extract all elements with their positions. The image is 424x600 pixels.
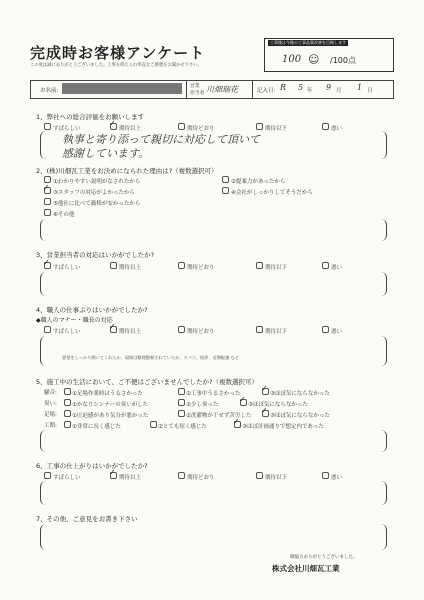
q4-opt-4[interactable]: 期待以下 <box>256 326 287 335</box>
q1-opt-3[interactable]: 期待どおり <box>178 123 215 132</box>
q1-check-mark: ✓ <box>109 119 116 128</box>
q2-check-mark: ✓ <box>43 183 50 192</box>
q5-scaffold-opt-1[interactable]: ①圧迫感があり気分が悪かった <box>64 410 148 419</box>
q4-hint: 要望をしっかり聞いてくれたか、現場は整理整頓されていたか、タバコ、挨拶、近隣配慮 など <box>62 355 240 360</box>
q6-opt-1[interactable]: すばらしい <box>44 472 81 481</box>
q1-opt-2[interactable]: 期待以上 <box>110 123 141 132</box>
q5-scaffold-opt-2[interactable]: ②洗濯物が干せず苦労した <box>178 410 251 419</box>
q5-row-label: 騒音: <box>44 390 57 396</box>
q3-opt-1[interactable]: すばらしい <box>44 262 81 271</box>
q2-opt-3[interactable]: ③スタッフの対応がよかったから <box>44 187 135 196</box>
name-label: お名前: <box>40 88 59 94</box>
score-value: 100 <box>282 54 302 65</box>
q6-opt-4[interactable]: 期待以下 <box>256 472 287 481</box>
q3-comment-box[interactable] <box>40 272 387 296</box>
q5-comment-box[interactable] <box>40 430 387 452</box>
q5-period-opt-1[interactable]: ①非常に長く感じた <box>64 421 121 430</box>
q5-smell-opt-3[interactable]: ③ほぼ気にならなかった <box>240 399 308 408</box>
q1-comment-line2: 感謝しています。 <box>62 147 150 160</box>
q5-question: 5、施工中の生活において、ご不便はございませんでしたか?（複数選択可） <box>36 378 258 386</box>
q2-opt-4[interactable]: ④会社がしっかりしてそうだから <box>222 187 313 196</box>
q2-opt-2[interactable]: ②提案力があったから <box>222 176 285 185</box>
date-month: 9 <box>326 83 332 92</box>
staff-label-1: 営業 <box>190 84 200 89</box>
q4-comment-box[interactable] <box>40 336 387 366</box>
q1-opt-5[interactable]: 悪い <box>322 123 342 132</box>
q3-opt-5[interactable]: 悪い <box>322 262 342 271</box>
q3-question: 3、営業担当者の対応はいかがでしたか? <box>36 251 155 259</box>
name-redacted <box>62 83 182 94</box>
q5-smell-opt-1[interactable]: ①かなりシンナーの臭いがした <box>64 399 148 408</box>
survey-intro: この度は誠にありがとうございました。工事を終えられ率直なご感想をお聞かせ下さい。 <box>30 63 202 68</box>
divider <box>252 80 253 99</box>
date-year-unit: 年 <box>307 88 313 94</box>
q5-period-opt-2[interactable]: ②とても短く感じた <box>150 421 207 430</box>
q2-other-box[interactable] <box>40 219 387 241</box>
q6-question: 6、工事の仕上がりはいかがでしたか? <box>36 462 148 470</box>
date-month-unit: 月 <box>336 88 342 94</box>
footer-thanks: 御協力ありがとうございました。 <box>290 555 358 560</box>
q5-period-check-mark: ✓ <box>233 417 240 426</box>
q5-smell-opt-2[interactable]: ②少し臭った <box>178 399 218 408</box>
survey-title: 完成時お客様アンケート <box>30 44 206 62</box>
q5-scaffold-check-mark: ✓ <box>261 406 268 415</box>
q2-opt-1[interactable]: ①わかりやすい説明がなされたから <box>44 176 140 185</box>
q4-opt-1[interactable]: すばらしい <box>44 326 81 335</box>
q5-row-label: 足場: <box>44 412 57 418</box>
q6-opt-2[interactable]: 期待以上 <box>110 472 141 481</box>
q4-opt-5[interactable]: 悪い <box>322 326 342 335</box>
q1-opt-1[interactable]: すばらしい <box>44 123 81 132</box>
q5-noise-opt-1[interactable]: ①足場作業時はうるさかった <box>64 388 143 397</box>
q4-question: 4、職人の仕事ぶりはいかがでしたか? <box>36 306 148 314</box>
q3-opt-3[interactable]: 期待どおり <box>178 262 215 271</box>
q6-opt-3[interactable]: 期待どおり <box>178 472 215 481</box>
q4-opt-2[interactable]: 期待以上 <box>110 326 141 335</box>
date-day-unit: 日 <box>367 88 373 94</box>
q5-period-opt-3[interactable]: ③ほぼ計画通りで想定内であった <box>234 421 324 430</box>
q7-question: 7、その他、ご意見をお書き下さい <box>36 515 138 523</box>
q2-opt-6[interactable]: ⑥その他 <box>44 209 74 218</box>
q5-noise-check-mark: ✓ <box>261 384 268 393</box>
q2-question: 2、(株)川畑瓦工業をお決めになられた理由は?（複数選択可） <box>36 167 218 175</box>
q5-noise-opt-2[interactable]: ②工事中うるさかった <box>178 388 240 397</box>
date-label: 記入日: <box>257 88 276 94</box>
q4-check-mark: ✓ <box>109 322 116 331</box>
q4-opt-3[interactable]: 期待どおり <box>178 326 215 335</box>
q6-comment-box[interactable] <box>40 481 387 505</box>
q7-comment-box[interactable] <box>40 524 387 550</box>
q4-sub-question: ◆職人のマナー・職長の対応 <box>36 317 113 324</box>
q2-opt-5[interactable]: ⑤他社に比べて価格が安かったから <box>44 198 140 207</box>
q5-scaffold-opt-3[interactable]: ③ほぼ気にならなかった <box>262 410 330 419</box>
date-era: R <box>280 83 287 92</box>
q3-opt-4[interactable]: 期待以下 <box>256 262 287 271</box>
q1-opt-4[interactable]: 期待以下 <box>256 123 287 132</box>
date-year: 5 <box>298 83 304 92</box>
q1-comment-line1: 執事と寄り添って親切に対応して頂いて <box>62 133 260 146</box>
smiley-icon: ☺ <box>308 53 320 66</box>
q6-check-mark: ✓ <box>109 468 116 477</box>
divider <box>186 80 187 99</box>
score-header: 工事後は今後の工事品質改善を目指します <box>270 40 346 45</box>
q5-row-label: 臭い: <box>44 401 57 407</box>
q3-opt-2[interactable]: 期待以上 <box>110 262 141 271</box>
q1-question: 1、弊社への総合評価をお願いします <box>36 113 145 121</box>
q6-opt-5[interactable]: 悪い <box>322 472 342 481</box>
staff-label-2: 担当者 <box>190 91 205 96</box>
q5-row-label: 工期: <box>44 423 57 429</box>
date-day: 1 <box>357 83 363 92</box>
staff-name: 川畑瑞花 <box>206 85 238 94</box>
q3-check-mark: ✓ <box>43 258 50 267</box>
score-unit: /100点 <box>330 56 356 65</box>
footer-company: 株式会社川畑瓦工業 <box>272 564 340 573</box>
q5-noise-opt-3[interactable]: ③ほぼ気にならなかった <box>262 388 330 397</box>
q5-smell-check-mark: ✓ <box>239 395 246 404</box>
